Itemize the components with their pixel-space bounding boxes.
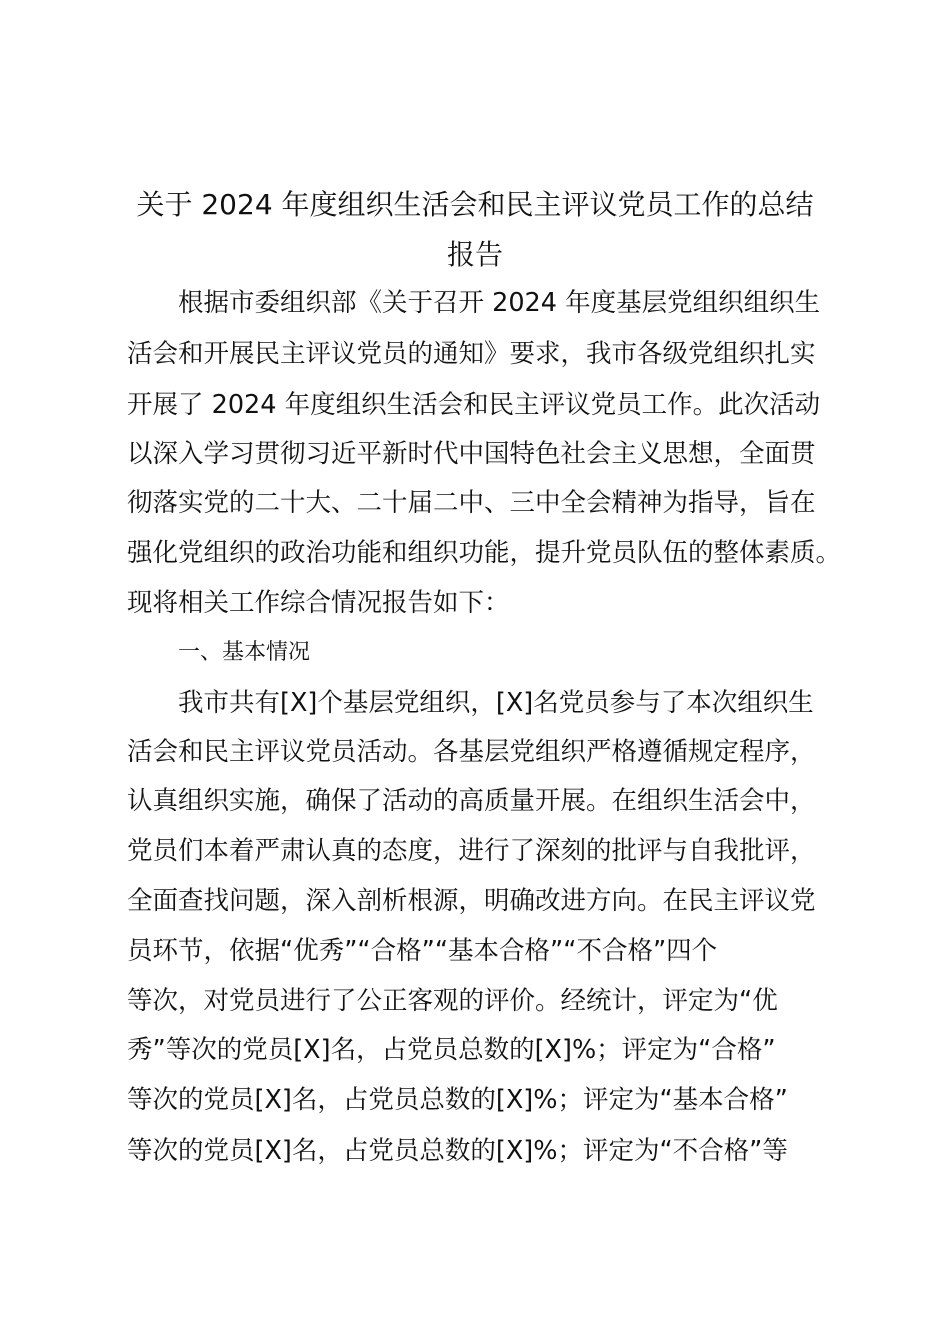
- paragraph-line: 等次，对党员进行了公正客观的评价。经统计，评定为“优: [127, 986, 778, 1016]
- paragraph-line: 等次的党员[X]名，占党员总数的[X]%；评定为“基本合格”: [127, 1085, 788, 1115]
- paragraph-line: 认真组织实施，确保了活动的高质量开展。在组织生活会中，: [127, 786, 816, 816]
- paragraph-line: 以深入学习贯彻习近平新时代中国特色社会主义思想，全面贯: [127, 439, 816, 469]
- document-title: [120, 180, 830, 280]
- paragraph-line: 员环节，依据“优秀”“合格”“基本合格”“不合格”四个: [127, 936, 718, 966]
- paragraph-line: 等次的党员[X]名，占党员总数的[X]%；评定为“不合格”等: [127, 1136, 788, 1166]
- paragraph-line: 强化党组织的政治功能和组织功能，提升党员队伍的整体素质。: [127, 538, 842, 568]
- paragraph-line: 党员们本着严肃认真的态度，进行了深刻的批评与自我批评，: [127, 836, 816, 866]
- section-heading: 一、基本情况: [178, 640, 311, 665]
- title-line-2: 报告: [446, 238, 503, 271]
- paragraph-line: 全面查找问题，深入剖析根源，明确改进方向。在民主评议党: [127, 886, 816, 916]
- paragraph-line: 秀”等次的党员[X]名，占党员总数的[X]%；评定为“合格”: [127, 1035, 776, 1065]
- paragraph-line: 开展了 2024 年度组织生活会和民主评议党员工作。此次活动: [127, 390, 821, 420]
- paragraph-line: 活会和开展民主评议党员的通知》要求，我市各级党组织扎实: [127, 339, 816, 369]
- paragraph-line: 彻落实党的二十大、二十届二中、三中全会精神为指导，旨在: [127, 488, 816, 518]
- paragraph-line: 现将相关工作综合情况报告如下：: [127, 588, 510, 618]
- paragraph-line: 我市共有[X]个基层党组织，[X]名党员参与了本次组织生: [178, 688, 814, 718]
- title-line-1: 关于 2024 年度组织生活会和民主评议党员工作的总结: [136, 188, 814, 221]
- paragraph-line: 根据市委组织部《关于召开 2024 年度基层党组织组织生: [178, 288, 821, 318]
- paragraph-line: 活会和民主评议党员活动。各基层党组织严格遵循规定程序，: [127, 737, 816, 767]
